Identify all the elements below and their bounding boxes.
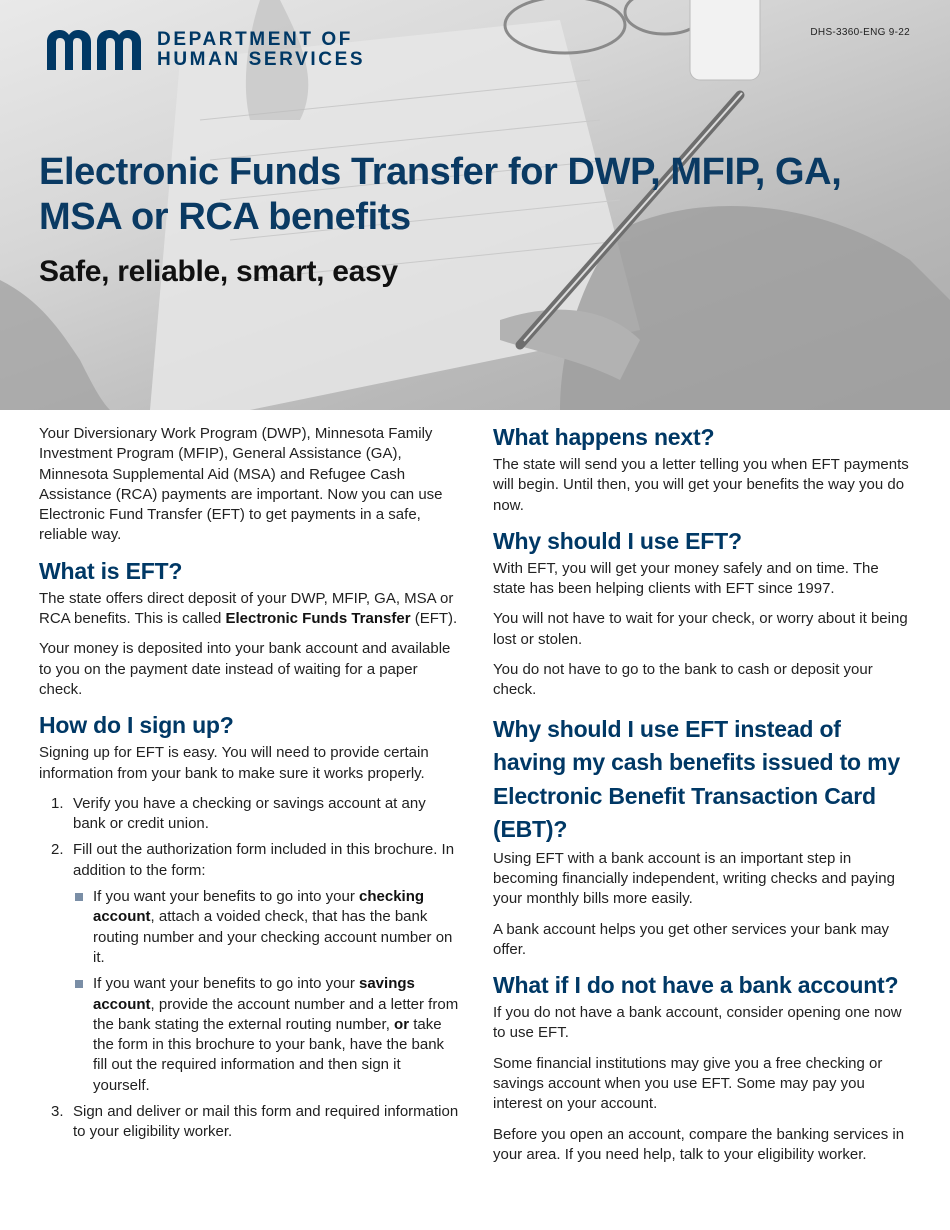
sign-up-steps — [39, 794, 459, 1143]
heading-sign-up: How do I sign up? — [39, 712, 234, 739]
left-column — [39, 424, 459, 1149]
bullet-text: If you want your benefits to go into your — [93, 975, 359, 993]
minnesota-logo-icon — [47, 30, 145, 70]
heading-no-bank-account: What if I do not have a bank account? — [493, 972, 899, 999]
what-happens-next-p1: The state will send you a letter telling you when EFT payments will begin. Until then, you will get your benefits the way you do now. — [493, 456, 909, 514]
right-column — [493, 424, 913, 1175]
savings-account-bold: savings account — [93, 975, 415, 1013]
logo-text — [157, 30, 365, 70]
logo-text-line2: HUMAN SERVICES — [157, 49, 366, 70]
savings-account-option — [73, 974, 459, 1096]
why-use-eft-p1: With EFT, you will get your money safely and on time. The state has been helping clients with EFT since 1997. — [493, 559, 879, 598]
step-text: Sign and deliver or mail this form and required information to your eligibility worker. — [73, 1103, 459, 1141]
why-use-eft-p3: You do not have to go to the bank to cash or deposit your check. — [493, 661, 873, 699]
logo-text-line1: DEPARTMENT OF — [157, 29, 353, 50]
step-number: 2. — [51, 841, 64, 859]
page-title: Electronic Funds Transfer for DWP, MFIP, GA, MSA or RCA benefits — [39, 151, 842, 238]
what-is-text: The state offers direct deposit of your DWP, MFIP, GA, MSA or RCA benefits. This is called — [39, 589, 454, 628]
heading-why-use-eft: Why should I use EFT? — [493, 527, 742, 554]
bullet-text: If you want your benefits to go into your — [93, 888, 359, 906]
no-account-p3: Before you open an account, compare the banking services in your area. If you need help, talk to your eligibility worker. — [493, 1125, 905, 1163]
eft-bold-term: Electronic Funds Transfer — [225, 610, 411, 628]
why-use-eft-p2: You will not have to wait for your check, or worry about it being lost or stolen. — [493, 610, 908, 648]
square-bullet-icon — [75, 980, 83, 988]
heading-what-happens-next: What happens next? — [493, 424, 715, 450]
step-3 — [39, 1102, 459, 1143]
sign-up-intro: Signing up for EFT is easy. You will need to provide certain information from your bank to make sure it works properly. — [39, 744, 429, 782]
hero-banner — [0, 0, 950, 410]
step-text: Fill out the authorization form included in this brochure. In addition to the form: — [73, 841, 455, 879]
checking-account-bold: checking account — [93, 888, 425, 926]
form-code: DHS-3360-ENG 9-22 — [810, 27, 910, 38]
heading-eft-instead-of-ebt: Why should I use EFT instead of having my cash benefits issued to my Electronic Benefit Transaction Card (EBT)? — [493, 715, 900, 843]
step-2 — [39, 840, 459, 1096]
bullet-text-end: , attach a voided check, that has the bank routing number and your checking account number on it. — [93, 908, 453, 966]
dhs-logo — [47, 30, 365, 70]
step-1 — [39, 794, 459, 835]
account-options — [73, 887, 459, 1096]
eft-instead-p2: A bank account helps you get other services your bank may offer. — [493, 920, 890, 958]
intro-paragraph: Your Diversionary Work Program (DWP), Minnesota Family Investment Program (MFIP), General Assistance (GA), Minnesota Supplemental Aid (MSA) and Refugee Cash Assistance (RCA) payments are important. Now you can use Electronic Fund Transfer (EFT) to get payments in a safe, reliable way. — [39, 425, 443, 544]
step-number: 3. — [51, 1103, 64, 1121]
page-subtitle: Safe, reliable, smart, easy — [39, 255, 398, 288]
square-bullet-icon — [75, 893, 83, 901]
step-number: 1. — [51, 794, 64, 812]
what-is-eft-p2: Your money is deposited into your bank account and available to you on the payment date instead of waiting for a paper check. — [39, 640, 451, 698]
what-is-text-end: (EFT). — [410, 610, 458, 628]
bullet-text-end: take the form in this brochure to your bank, have the bank fill out the required information and then sign it yourself. — [93, 1015, 445, 1094]
checking-account-option — [73, 887, 459, 968]
what-is-eft-p1 — [39, 589, 459, 630]
or-bold: or — [394, 1015, 410, 1033]
heading-what-is-eft: What is EFT? — [39, 557, 183, 584]
eft-instead-p1: Using EFT with a bank account is an important step in becoming financially independent, writing checks and paying your monthly bills more easily. — [493, 849, 895, 908]
step-text: Verify you have a checking or savings account at any bank or credit union. — [73, 794, 426, 833]
no-account-p1: If you do not have a bank account, consider opening one now to use EFT. — [493, 1004, 902, 1042]
no-account-p2: Some financial institutions may give you a free checking or savings account when you use EFT. Some may pay you interest on your account. — [493, 1054, 883, 1113]
bullet-text-mid: , provide the account number and a letter from the bank stating the external routing number, — [93, 995, 459, 1033]
